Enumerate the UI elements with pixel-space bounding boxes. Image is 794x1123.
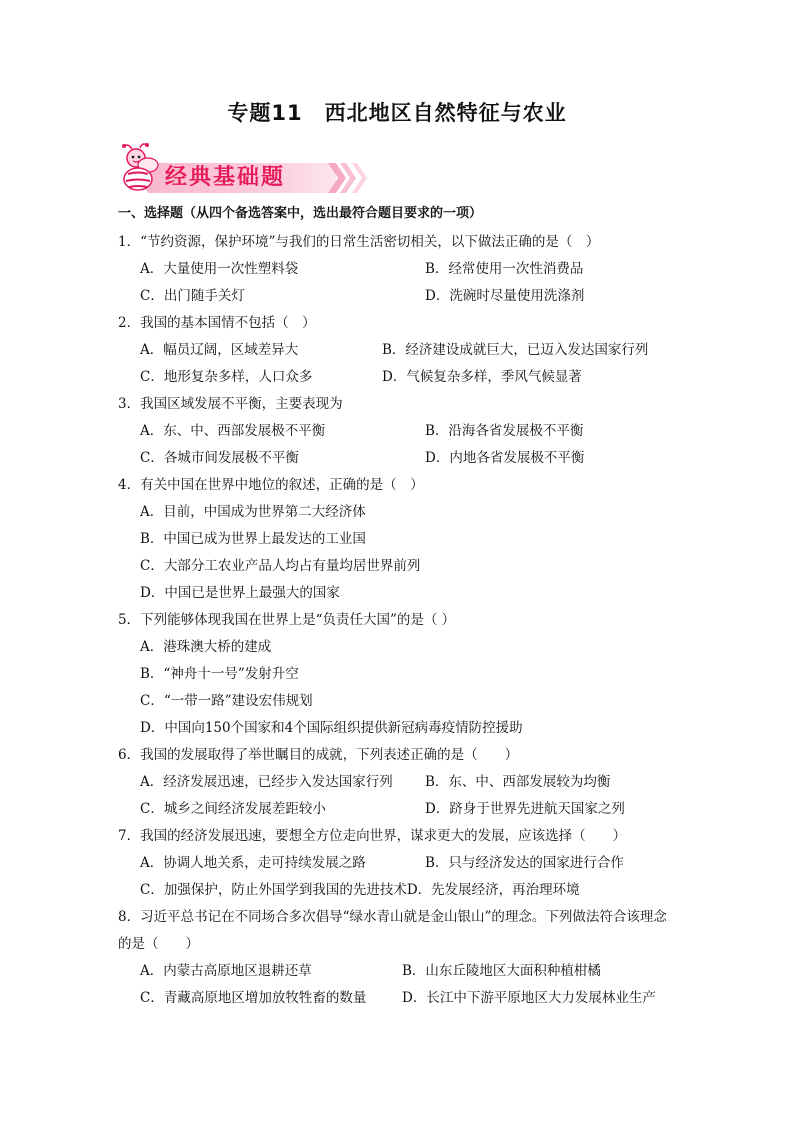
option-b: B．“神舟十一号”发射升空 [140,666,299,682]
option-d: D．跻身于世界先进航天国家之列 [425,801,625,817]
question-stem: 6．我国的发展取得了举世瞩目的成就，下列表述正确的是（ ） [118,747,519,763]
question-3 [118,391,678,472]
option-d: D．气候复杂多样，季风气候显著 [382,369,582,385]
question-8 [118,904,678,1012]
option-c: C．加强保护，防止外国学到我国的先进技术 [140,882,407,898]
question-4 [118,472,678,607]
option-d: D．先发展经济，再治理环境 [406,882,580,898]
question-stem: 5．下列能够体现我国在世界上是“负责任大国”的是（ ） [118,612,456,628]
option-d: D．洗碗时尽量使用洗涤剂 [425,288,585,304]
question-stem: 4．有关中国在世界中地位的叙述，正确的是（ ） [118,477,424,493]
bee-icon [118,143,164,195]
option-c: C．地形复杂多样，人口众多 [140,369,313,385]
option-a: A．目前，中国成为世界第二大经济体 [140,504,366,520]
option-c: C．“一带一路”建设宏伟规划 [140,693,313,709]
question-stem: 1．“节约资源，保护环境”与我们的日常生活密切相关，以下做法正确的是（ ） [118,234,600,250]
option-b: B．东、中、西部发展较为均衡 [425,774,611,790]
option-a: A．大量使用一次性塑料袋 [140,261,299,277]
option-b: B．经济建设成就巨大，已迈入发达国家行列 [382,342,649,358]
option-c: C．青藏高原地区增加放牧牲畜的数量 [140,990,367,1006]
question-stem: 8．习近平总书记在不同场合多次倡导“绿水青山就是金山银山”的理念。下列做法符合该理念的是（ ） [118,909,667,952]
option-c: C．大部分工农业产品人均占有量均居世界前列 [140,558,421,574]
option-a: A．经济发展迅速，已经步入发达国家行列 [140,774,393,790]
option-b: B．只与经济发达的国家进行合作 [425,855,624,871]
banner-label: 经典基础题 [165,165,286,190]
option-b: B．中国已成为世界上最发达的工业国 [140,531,366,547]
option-d: D．中国已是世界上最强大的国家 [140,585,340,601]
option-c: C．各城市间发展极不平衡 [140,450,299,466]
option-a: A．协调人地关系，走可持续发展之路 [140,855,366,871]
chevron-decoration-icon [328,163,372,193]
page-title: 专题11 西北地区自然特征与农业 [227,101,567,125]
option-b: B．经常使用一次性消费品 [425,261,584,277]
question-6 [118,742,678,823]
question-list [118,204,678,1012]
section-title: 一、选择题（从四个备选答案中，选出最符合题目要求的一项） [118,206,483,221]
question-1 [118,229,678,310]
option-c: C．出门随手关灯 [140,288,245,304]
question-stem: 3．我国区域发展不平衡，主要表现为 [118,396,343,412]
option-a: A．港珠澳大桥的建成 [140,639,272,655]
option-c: C．城乡之间经济发展差距较小 [140,801,326,817]
option-d: D．内地各省发展极不平衡 [425,450,585,466]
option-d: D．长江中下游平原地区大力发展林业生产 [402,990,656,1006]
question-5 [118,607,678,742]
option-b: B．沿海各省发展极不平衡 [425,423,584,439]
section-banner [118,143,368,195]
question-stem: 2．我国的基本国情不包括（ ） [118,315,316,331]
question-stem: 7．我国的经济发展迅速，要想全方位走向世界，谋求更大的发展，应该选择（ ） [118,828,627,844]
option-a: A．东、中、西部发展极不平衡 [140,423,326,439]
option-a: A．内蒙古高原地区退耕还草 [140,963,312,979]
option-d: D．中国向150个国家和4个国际组织提供新冠病毒疫情防控援助 [140,720,523,736]
question-2 [118,310,678,391]
question-7 [118,823,678,904]
option-b: B．山东丘陵地区大面积种植柑橘 [402,963,601,979]
option-a: A．幅员辽阔，区域差异大 [140,342,299,358]
